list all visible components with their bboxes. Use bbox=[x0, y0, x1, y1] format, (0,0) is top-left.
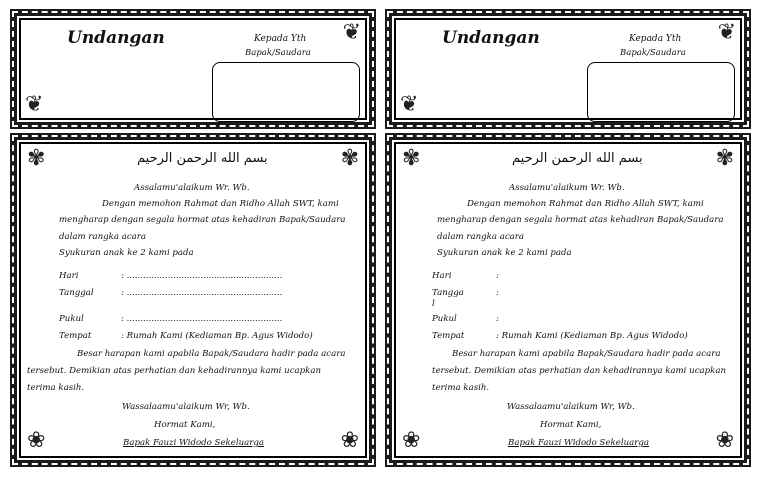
tanggal-label-part2: l bbox=[432, 299, 435, 309]
floral-ornament-icon: ❦ bbox=[342, 20, 361, 45]
basmalah-calligraphy: بسم الله الرحمن الرحيم bbox=[512, 151, 643, 166]
para2-line2: tersebut. Demikian atas perhatian dan kehadirannya kami ucapkan bbox=[432, 366, 727, 376]
floral-ornament-icon: ❦ bbox=[400, 92, 419, 117]
hari-label: Hari bbox=[59, 271, 79, 281]
greeting: Assalamu'alaikum Wr. Wb. bbox=[509, 183, 625, 193]
floral-ornament-icon: ✾ bbox=[402, 146, 421, 171]
signature: Bapak Fauzi Widodo Sekeluarga bbox=[508, 438, 649, 448]
floral-ornament-icon: ✾ bbox=[715, 146, 734, 171]
envelope-title: Undangan bbox=[67, 28, 165, 48]
tempat-value: : Rumah Kami (Kediaman Bp. Agus Widodo) bbox=[496, 331, 688, 341]
floral-ornament-icon: ❀ bbox=[715, 428, 734, 453]
hari-colon: : bbox=[496, 271, 499, 281]
pukul-value: : ......................................................... bbox=[121, 314, 283, 324]
basmalah-calligraphy: بسم الله الرحمن الرحيم bbox=[137, 151, 268, 166]
floral-ornament-icon: ✾ bbox=[340, 146, 359, 171]
floral-ornament-icon: ❀ bbox=[340, 428, 359, 453]
pukul-label: Pukul bbox=[432, 314, 457, 324]
para1-line2: mengharap dengan segala hormat atas kehadiran Bapak/Saudara bbox=[59, 215, 346, 225]
para2-line2: tersebut. Demikian atas perhatian dan kehadirannya kami ucapkan bbox=[27, 366, 322, 376]
envelope-to-line1: Kepada Yth bbox=[254, 34, 307, 44]
tanggal-value: : ......................................................... bbox=[121, 288, 283, 298]
envelope-card-right bbox=[385, 9, 751, 129]
hari-value: : ......................................................... bbox=[121, 271, 283, 281]
floral-ornament-icon: ❀ bbox=[402, 428, 421, 453]
tanggal-label: Tanggal bbox=[59, 288, 94, 298]
address-box bbox=[212, 62, 360, 122]
hormat: Hormat Kami, bbox=[154, 420, 216, 430]
pukul-label: Pukul bbox=[59, 314, 84, 324]
envelope-to-line2: Bapak/Saudara bbox=[620, 48, 686, 58]
para1-line3: dalam rangka acara bbox=[437, 232, 524, 242]
floral-ornament-icon: ❦ bbox=[25, 92, 44, 117]
hari-label: Hari bbox=[432, 271, 452, 281]
envelope-title: Undangan bbox=[442, 28, 540, 48]
floral-ornament-icon: ✾ bbox=[27, 146, 46, 171]
invitation-card-left bbox=[10, 133, 376, 467]
envelope-card-left bbox=[10, 9, 376, 129]
event-line: Syukuran anak ke 2 kami pada bbox=[59, 248, 194, 258]
hormat: Hormat Kami, bbox=[540, 420, 602, 430]
para1-line2: mengharap dengan segala hormat atas kehadiran Bapak/Saudara bbox=[437, 215, 724, 225]
invitation-card-right bbox=[385, 133, 751, 467]
tempat-label: Tempat bbox=[432, 331, 465, 341]
para2-line1: Besar harapan kami apabila Bapak/Saudara hadir pada acara bbox=[77, 349, 346, 359]
address-box bbox=[587, 62, 735, 122]
para2-line3: terima kasih. bbox=[27, 383, 85, 393]
greeting: Assalamu'alaikum Wr. Wb. bbox=[134, 183, 250, 193]
tempat-label: Tempat bbox=[59, 331, 92, 341]
envelope-to-line2: Bapak/Saudara bbox=[245, 48, 311, 58]
envelope-to-line1: Kepada Yth bbox=[629, 34, 682, 44]
closing: Wassalaamu'alaikum Wr, Wb. bbox=[122, 402, 250, 412]
para1-line3: dalam rangka acara bbox=[59, 232, 146, 242]
tanggal-colon: : bbox=[496, 288, 499, 298]
floral-ornament-icon: ❦ bbox=[717, 20, 736, 45]
para1-line1: Dengan memohon Rahmat dan Ridho Allah SWT, kami bbox=[467, 199, 704, 209]
para2-line1: Besar harapan kami apabila Bapak/Saudara hadir pada acara bbox=[452, 349, 721, 359]
event-line: Syukuran anak ke 2 kami pada bbox=[437, 248, 572, 258]
closing: Wassalaamu'alaikum Wr, Wb. bbox=[507, 402, 635, 412]
signature: Bapak Fauzi Widodo Sekeluarga bbox=[123, 438, 264, 448]
pukul-colon: : bbox=[496, 314, 499, 324]
tempat-value: : Rumah Kami (Kediaman Bp. Agus Widodo) bbox=[121, 331, 313, 341]
tanggal-label-part1: Tangga bbox=[432, 288, 464, 298]
floral-ornament-icon: ❀ bbox=[27, 428, 46, 453]
para1-line1: Dengan memohon Rahmat dan Ridho Allah SWT, kami bbox=[102, 199, 339, 209]
para2-line3: terima kasih. bbox=[432, 383, 490, 393]
